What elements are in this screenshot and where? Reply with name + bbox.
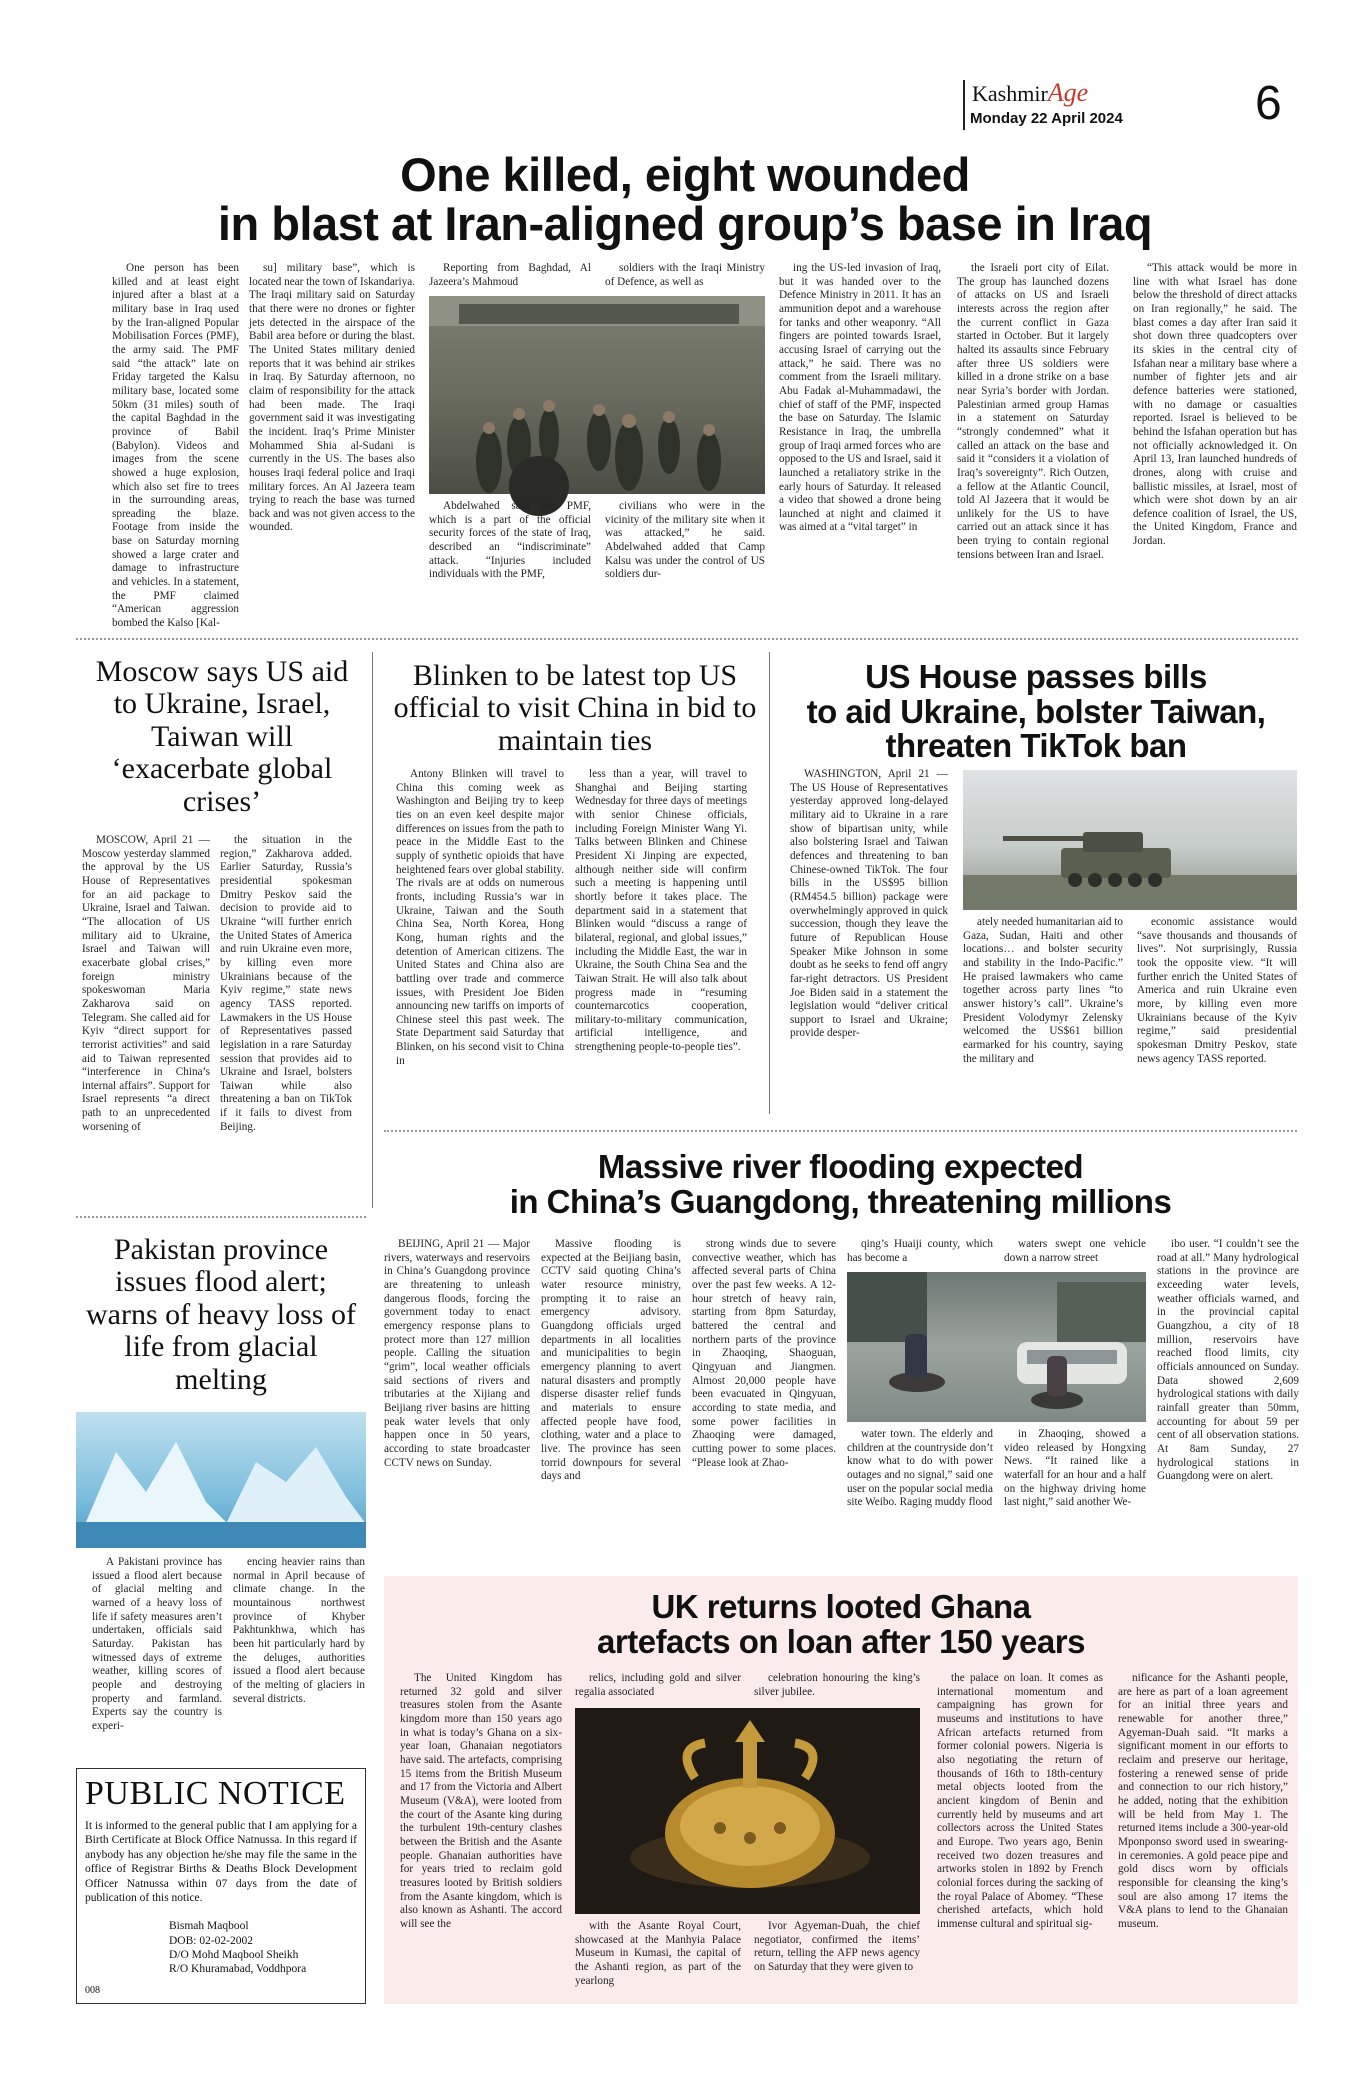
notice-dob: DOB: 02-02-2002	[169, 1934, 254, 1947]
story1-headline-line1: One killed, eight wounded	[400, 148, 970, 201]
section-divider	[76, 1216, 366, 1218]
notice-body: It is informed to the general public that I am applying for a Birth Certificate at Block Office Natnussa. In this regard if anybody has any objection he/she may file the same in the office of Registrar Births & Deaths Block Development Officer Natnussa within 07 days from the date of publication of this notice.	[85, 1820, 357, 1904]
column-rule	[372, 652, 373, 1208]
column-rule	[769, 652, 770, 1114]
story7-col2-bottom: with the Asante Royal Court, showcased at the Manhyia Palace Museum in Kumasi, the capital of the Ashanti region, as part of the yearlong	[575, 1920, 741, 1987]
section-divider	[76, 638, 1298, 640]
story4-headline-line2: to aid Ukraine, bolster Taiwan,	[806, 692, 1266, 730]
story4-col2: ately needed humanitarian aid to Gaza, Sudan, Haiti and other locations… and bolster security and stability in the Indo-Pacific.” He praised lawmakers who came together across party lines “to answer history’s call”. Ukraine’s President Volodymyr Zelensky welcomed the US$61 billion earmarked for his country, saying the military and	[963, 916, 1124, 1065]
story5-col4-top: qing’s Huaiji county, which has become a	[847, 1238, 993, 1264]
story1-headline-line2: in blast at Iran-aligned group’s base in Iraq	[217, 197, 1153, 251]
story5-col5-bottom: in Zhaoqing, showed a video released by Hongxing News. “It rained like a waterfall for an hour and a half on the highway driving home last night,” said another We-	[1004, 1428, 1146, 1509]
story5-col5-top: waters swept one vehicle down a narrow street	[1004, 1238, 1146, 1264]
story1-col4-top: soldiers with the Iraqi Ministry of Defence, as well as	[605, 262, 765, 288]
logo-text: Kashmir	[972, 81, 1048, 106]
notice-title: PUBLIC NOTICE	[85, 1775, 346, 1812]
story1-headline	[110, 150, 1260, 249]
story1-col6: the Israeli port city of Eilat. The group has launched dozens of attacks on US and Israeli interests across the region after the current conflict in Gaza started in October. But it largely halted its assaults since February after three US soldiers were killed in a drone strike on a base near Syria’s border with Jordan. Palestinian armed group Hamas in a statement on Saturday “strongly condemned” what it called an attack on the base and said it “considers it a violation of Iraq’s sovereignty”. Rich Outzen, a fellow at the Atlantic Council, told Al Jazeera that it would be unlikely for the US to have carried out an attack since it has been trying to contain regional tensions between Iran and Israel.	[957, 262, 1109, 561]
story4-headline-line1: US House passes bills	[865, 658, 1207, 695]
section-divider	[384, 1130, 1297, 1132]
story6-col2: encing heavier rains than normal in April because of climate change. In the mountainous northwest province of Khyber Pakhtunkhwa, which has been hit particularly hard by the deluges, authorities issued a flood alert because of the melting of glaciers in several districts.	[233, 1556, 365, 1705]
ghana-artefact-photo	[575, 1708, 920, 1914]
story5-col6: ibo user. “I couldn’t see the road at all.” Many hydrological stations in the province are exceeding water levels, weather officials warned, and in the provincial capital Guangzhou, a city of 18 million, reservoirs have reached flood limits, city officials announced on Sunday. Data showed 2,609 hydrological stations with daily rainfall greater than 50mm, accounting for about 59 per cent of all observation stations. At 8am Sunday, 27 hydrological stations in Guangdong were on alert.	[1157, 1238, 1299, 1483]
masthead-divider	[963, 80, 965, 130]
story5-headline	[384, 1150, 1297, 1219]
story7-headline-line1: UK returns looted Ghana	[651, 1588, 1031, 1625]
issue-date: Monday 22 April 2024	[970, 110, 1123, 127]
iraq-base-photo	[429, 296, 765, 494]
masthead-logo	[972, 78, 1088, 108]
flood-photo	[847, 1272, 1146, 1422]
story1-col3-bottom: Abdelwahed said the PMF, which is a part of the official security forces of the state of Iraq, described an “indiscriminate” attack. “Injuries included individuals with the PMF,	[429, 500, 591, 581]
notice-signatory	[85, 1919, 357, 1977]
story7-col5: nificance for the Ashanti people, are here as part of a loan agreement for an initial three years and renewable for another three,” Agyeman-Duah said. “It marks a significant moment in our efforts to reclaim and preserve our heritage, fostering a renewed sense of pride and connection to our rich history,” he added, noting that the exhibition will be held from May 1. The returned items include a 300-year-old Mponponso sword used in swearing-in ceremonies. A gold peace pipe and gold discs worn by officials responsible for cleansing the king’s soul are also among 17 items the V&A plans to lend to the Ghanaian museum.	[1118, 1672, 1288, 1930]
story5-col1: BEIJING, April 21 — Major rivers, waterways and reservoirs in China’s Guangdong province are threatening to unleash dangerous floods, forcing the government today to enact emergency response plans to protect more than 127 million people. Calling the situation “grim”, local weather officials said sections of rivers and tributaries at the Xijiang and Beijiang river basins are hitting peak water levels that only happen once in 50 years, according to state broadcaster CCTV news on Sunday.	[384, 1238, 530, 1469]
story7-col3-bottom: Ivor Agyeman-Duah, the chief negotiator, confirmed the items’ return, telling the AFP news agency on Saturday that they were given to	[754, 1920, 920, 1973]
story7-col4: the palace on loan. It comes as international momentum and campaigning has grown for museums and institutions to have African artefacts returned from former colonial powers. Nigeria is also negotiating the return of thousands of 16th to 18th-century metal objects looted from the ancient kingdom of Benin and currently held by museums and art collectors across the United States and Europe. Two years ago, Benin received two dozen treasures and artworks stolen in 1892 by French colonial forces during the sacking of the royal Palace of Abomey. “These cherished artefacts, which hold immense cultural and spiritual sig-	[937, 1672, 1103, 1930]
story5-headline-line2: in China’s Guangdong, threatening millions	[509, 1182, 1172, 1220]
story7-headline-line2: artefacts on loan after 150 years	[597, 1622, 1085, 1660]
story5-headline-line1: Massive river flooding expected	[597, 1148, 1084, 1185]
story5-col2: Massive flooding is expected at the Beijiang basin, CCTV said quoting China’s water resource ministry, prompting it to raise an emergency advisory. Guangdong officials urged departments in all localities and municipalities to begin emergency planning to avert natural disasters and promptly disperse disaster relief funds and materials to ensure affected people have food, clothing, water and a place to live. The province has seen torrid downpours for several days and	[541, 1238, 681, 1483]
story5-col4-bottom: water town. The elderly and children at the countryside don’t know what to do with power outages and no signal,” said one user on the popular social media site Weibo. Raging muddy flood	[847, 1428, 993, 1509]
page-number: 6	[1255, 77, 1282, 130]
logo-accent-text: Age	[1047, 78, 1089, 107]
story1-col2: su] military base”, which is located near the town of Iskandariya. The Iraqi military said on Saturday that there were no drones or fighter jets detected in the airspace of the Babil area before or during the blast. The United States military denied reports that it was behind air strikes in Iraq. By Saturday afternoon, no claim of responsibility for the attack had been made. The Iraqi government said it was investigating the incident. Iraq’s Prime Minister Mohammed Shia al-Sudani is currently in the US. The bases also houses Iraqi federal police and Iraqi military forces. An Al Jazeera team trying to reach the base was turned back and was not given access to the wounded.	[249, 262, 415, 534]
story4-col1: WASHINGTON, April 21 — The US House of Representatives yesterday approved long-delayed military aid to Ukraine in a rare show of bipartisan unity, while also bolstering Israel and Taiwan defences and threatening to ban Chinese-owned TikTok. The four bills in the US$95 billion (RM454.5 billion) package were overwhelmingly approved in quick succession, though they leave the future of Republican House Speaker Mike Johnson in some doubt as he seeks to fend off angry far-right detractors. US President Joe Biden said in a statement the legislation would “deliver critical support to Israel and Ukraine; provide desper-	[790, 768, 948, 1040]
notice-name: Bismah Maqbool	[169, 1920, 249, 1933]
story5-col3: strong winds due to severe convective weather, which has affected several parts of China over the past few weeks. A 12-hour stretch of heavy rain, starting from 8pm Saturday, battered the central and northern parts of the province in Zhaoqing, Shaoguan, Qingyuan and Jiangmen. Almost 20,000 people have been evacuated in Qingyuan, according to state media, and some power facilities in Zhaoqing were damaged, cutting power to some places. “Please look at Zhao-	[692, 1238, 836, 1469]
story4-col3: economic assistance would “save thousands and thousands of lives”. Not surprisingly, Russia took the opposite view. “It will further enrich the United States of America and ruin Ukraine even more, by killing even more Ukrainians because of the Kyiv regime,” said presidential spokesman Dmitry Peskov, state news agency TASS reported.	[1137, 916, 1297, 1065]
story1-col1: One person has been killed and at least eight injured after a blast at a military base in Iraq used by the Iran-aligned Popular Mobilisation Forces (PMF), the army said. The PMF said “the attack” late on Friday targeted the Kalsu military base, located some 50km (31 miles) south of the capital Baghdad in the province of Babil (Babylon). Videos and images from the scene showed a huge explosion, which also set fire to trees in the surrounding areas, spreading the blaze. Footage from inside the base on Saturday morning showed a large crater and damage to infrastructure and vehicles. In a statement, the PMF claimed “American aggression bombed the Kalso [Kal-	[112, 262, 239, 630]
story1-col4-bottom: civilians who were in the vicinity of the military site when it was attacked,” he said. Abdelwahed added that Camp Kalsu was under the control of US soldiers dur-	[605, 500, 765, 581]
story4-headline	[776, 660, 1296, 764]
notice-parent: D/O Mohd Maqbool Sheikh	[169, 1949, 299, 1961]
story6-col1: A Pakistani province has issued a flood alert because of glacial melting and warned of a heavy loss of life if safety measures aren’t undertaken, officials said Saturday. Pakistan has witnessed days of extreme weather, killing scores of people and destroying property and farmland. Experts say the country is experi-	[92, 1556, 222, 1732]
story1-col5: ing the US-led invasion of Iraq, but it was handed over to the Defence Ministry in 2011. It has an ammunition depot and a warehouse for tanks and other weaponry. “All fingers are pointed towards Israel, accusing Israel of carrying out the attack,” he said. There was no comment from the Israeli military. Abu Fadak al-Muhammadawi, the chief of staff of the PMF, inspected the base on Saturday. The Islamic Resistance in Iraq, the umbrella group of Iraqi armed forces who are opposed to the US and Israel, said it launched a retaliatory strike in the early hours of Saturday. It released a video that showed a drone being launched at night and claimed it was aimed at a “vital target” in	[779, 262, 941, 534]
story3-col2: less than a year, will travel to Shanghai and Beijing starting Wednesday for three days of meetings with senior Chinese officials, including Foreign Minister Wang Yi. Talks between Blinken and Chinese President Xi Jinping are expected, although neither side will confirm such a meeting is happening until shortly before it takes place. The department said in a statement that Blinken would “discuss a range of bilateral, regional, and global issues,” including the Middle East, the war in Ukraine, the South China Sea and the Taiwan Strait. He will also talk about progress made in “resuming counternarcotics cooperation, military-to-military communication, artificial intelligence, and strengthening people-to-people ties”.	[575, 768, 747, 1054]
story1-col3-top: Reporting from Baghdad, Al Jazeera’s Mahmoud	[429, 262, 591, 288]
story7-col1: The United Kingdom has returned 32 gold and silver treasures stolen from the Asante kingdom more than 150 years ago in what is today’s Ghana on a six-year loan, Ghanaian negotiators have said. The artefacts, comprising 15 items from the British Museum and 17 from the Victoria and Albert Museum (V&A), were looted from the court of the Asante king during the turbulent 19th-century clashes between the British and the Asante people. Ghanaian authorities have for years tried to reclaim gold treasures looted by British soldiers from the Asante kingdom, which is also known as Ashanti. The accord will see the	[400, 1672, 562, 1930]
story3-col1: Antony Blinken will travel to China this coming week as Washington and Beijing try to keep ties on an even keel despite major differences on issues from the path to peace in the Middle East to the supply of synthetic opioids that have heightened fears over global stability. The rivals are at odds on numerous fronts, including Russia’s war in Ukraine, Taiwan and the South China Sea, North Korea, Hong Kong, human rights and the detention of American citizens. The United States and China also are battling over trade and commerce issues, with President Joe Biden announcing new tariffs on imports of Chinese steel this past week. The State Department said Saturday that Blinken, on his second visit to China in	[396, 768, 564, 1067]
story2-col1: MOSCOW, April 21 — Moscow yesterday slammed the approval by the US House of Representatives for an aid package to Ukraine, Israel and Taiwan. “The allocation of US military aid to Ukraine, Israel and Taiwan will exacerbate global crises,” foreign ministry spokeswoman Maria Zakharova said on Telegram. She called aid for Kyiv “direct support for terrorist activities” and said aid to Taiwan represented “interference in China’s internal affairs”. Support for Israel represents “a direct path to an unprecedented worsening of	[82, 834, 210, 1133]
story4-headline-line3: threaten TikTok ban	[885, 727, 1187, 765]
story2-col2: the situation in the region,” Zakharova added. Earlier Saturday, Russia’s presidential spokesman Dmitry Peskov said the decision to provide aid to Ukraine “will further enrich the United States of America and ruin Ukraine even more, by killing even more Ukrainians because of the Kyiv regime,” state news agency TASS reported. Lawmakers in the US House of Representatives passed legislation in a rare Saturday session that provides aid to Ukraine and Israel, bolsters Taiwan while also threatening a ban on TikTok if it fails to divest from Beijing.	[220, 834, 352, 1133]
story7-col3-top: celebration honouring the king’s silver jubilee.	[754, 1672, 920, 1698]
story3-headline: Blinken to be latest top US official to visit China in bid to maintain ties	[393, 659, 757, 757]
public-notice-box	[76, 1768, 366, 2004]
story2-headline: Moscow says US aid to Ukraine, Israel, Taiwan will ‘exacerbate global crises’	[95, 655, 349, 818]
story6-headline: Pakistan province issues flood alert; warns of heavy loss of life from glacial melting	[86, 1233, 356, 1396]
notice-ref: 008	[85, 1984, 100, 1996]
tank-photo	[963, 770, 1297, 910]
story7-headline	[384, 1590, 1298, 1659]
story1-col7: “This attack would be more in line with what Israel has done below the threshold of direct attacks on Iran regionally,” he said. The blast comes a day after Iran said it shot down three quadcopters over its skies in the central city of Isfahan near a military base where a number of fighter jets and air defence batteries were stationed, with no damage or casualties reported. Israel is believed to be behind the Isfahan operation but has not officially acknowledged it. On April 13, Iran launched hundreds of drones, along with cruise and ballistic missiles, at Israel, most of which were shot down by an air defence coalition of Israel, the US, the United Kingdom, France and Jordan.	[1133, 262, 1297, 548]
glacier-photo	[76, 1412, 366, 1548]
story7-col2-top: relics, including gold and silver regalia associated	[575, 1672, 741, 1698]
notice-address: R/O Khuramabad, Voddhpora	[169, 1963, 307, 1976]
